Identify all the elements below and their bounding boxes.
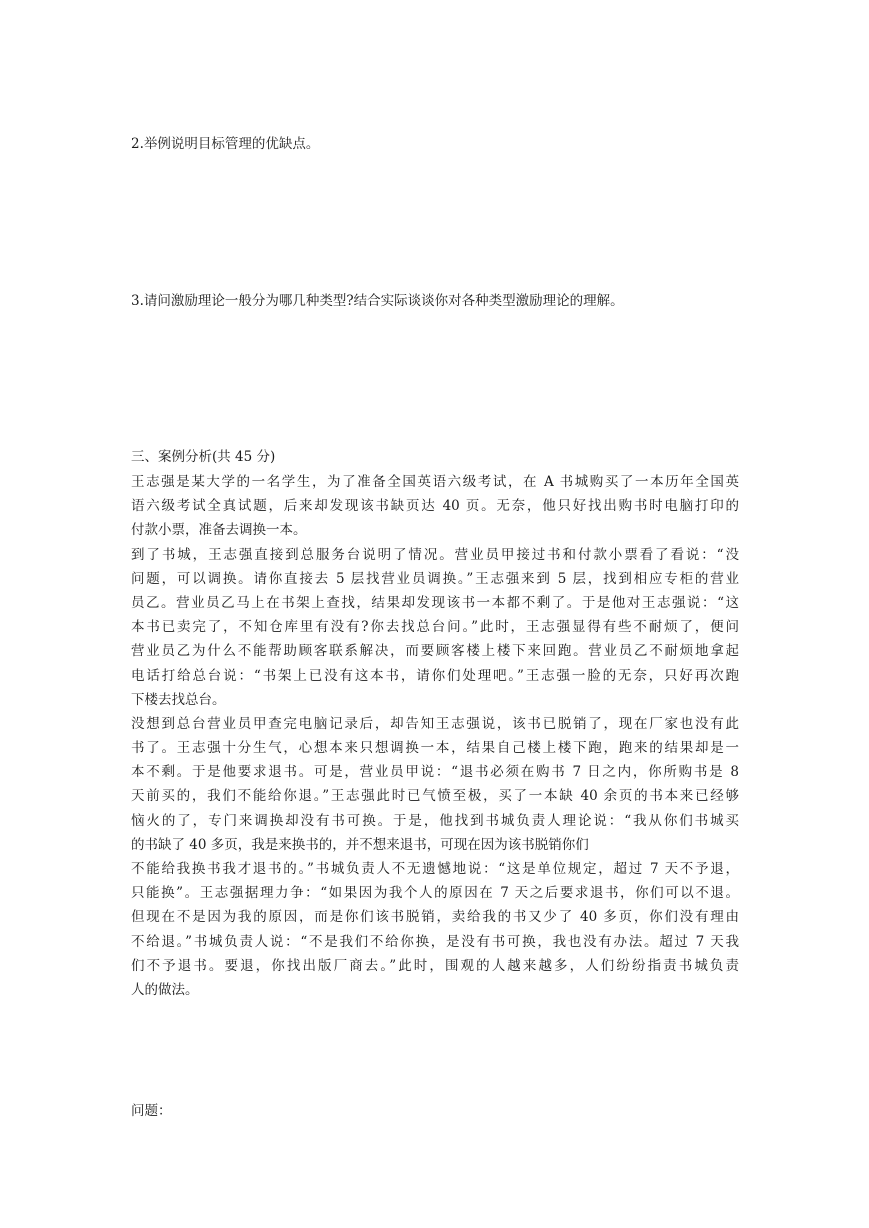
problem-label: 问题：	[131, 1103, 172, 1119]
case-line: 营业员乙为什么不能帮助顾客联系解决，而要顾客楼上楼下来回跑。营业员乙不耐烦地拿起	[131, 643, 739, 660]
case-line: 只能换”。王志强据理力争：“如果因为我个人的原因在 7 天之后要求退书，你们可以不退。	[131, 885, 739, 902]
case-line: 书了。王志强十分生气，心想本来只想调换一本，结果自己楼上楼下跑，跑来的结果却是一	[131, 740, 739, 757]
case-line: 不给退。”书城负责人说：“不是我们不给你换，是没有书可换，我也没有办法。超过 7 天我	[131, 933, 739, 950]
case-line: 但现在不是因为我的原因，而是你们该书脱销，卖给我的书又少了 40 多页，你们没有理由	[131, 909, 739, 926]
case-line: 没想到总台营业员甲查完电脑记录后，却告知王志强说，该书已脱销了，现在厂家也没有此	[131, 715, 739, 732]
case-line: 们不予退书。要退，你找出版厂商去。”此时，围观的人越来越多，人们纷纷指责书城负责	[131, 957, 739, 974]
case-line: 人的做法。	[131, 981, 199, 998]
case-line: 问题，可以调换。请你直接去 5 层找营业员调换。”王志强来到 5 层，找到相应专柜的营业	[131, 570, 739, 587]
case-text	[131, 470, 739, 1002]
case-line: 王志强是某大学的一名学生，为了准备全国英语六级考试，在 A 书城购买了一本历年全国英	[131, 474, 739, 490]
section-heading: 三、案例分析(共 45 分)	[131, 449, 276, 465]
case-line: 本书已卖完了，不知仓库里有没有?你去找总台问。”此时，王志强显得有些不耐烦了，便问	[131, 619, 739, 636]
case-line: 语六级考试全真试题，后来却发现该书缺页达 40 页。无奈，他只好找出购书时电脑打印的	[131, 498, 739, 515]
case-line: 本不剩。于是他要求退书。可是，营业员甲说：“退书必须在购书 7 日之内，你所购书是 8	[131, 764, 739, 781]
case-line: 付款小票，准备去调换一本。	[131, 522, 307, 539]
case-line: 不能给我换书我才退书的。”书城负责人不无遗憾地说：“这是单位规定，超过 7 天不予退，	[131, 861, 739, 877]
case-line: 的书缺了 40 多页，我是来换书的，并不想来退书，可现在因为该书脱销你们	[131, 836, 589, 853]
question-2: 2.举例说明目标管理的优缺点。	[131, 136, 320, 152]
case-line: 天前买的，我们不能给你退。”王志强此时已气愤至极，买了一本缺 40 余页的书本来已经够	[131, 788, 739, 805]
case-line: 恼火的了，专门来调换却没有书可换。于是，他找到书城负责人理论说：“我从你们书城买	[131, 812, 739, 829]
case-line: 下楼去找总台。	[131, 691, 226, 708]
case-line: 电话打给总台说：“书架上已没有这本书，请你们处理吧。”王志强一脸的无奈，只好再次跑	[131, 667, 739, 684]
case-line: 到了书城，王志强直接到总服务台说明了情况。营业员甲接过书和付款小票看了看说：“没	[131, 546, 739, 563]
case-line: 员乙。营业员乙马上在书架上查找，结果却发现该书一本都不剩了。于是他对王志强说：“这	[131, 594, 739, 611]
question-3: 3.请问激励理论一般分为哪几种类型?结合实际谈谈你对各种类型激励理论的理解。	[131, 293, 624, 309]
